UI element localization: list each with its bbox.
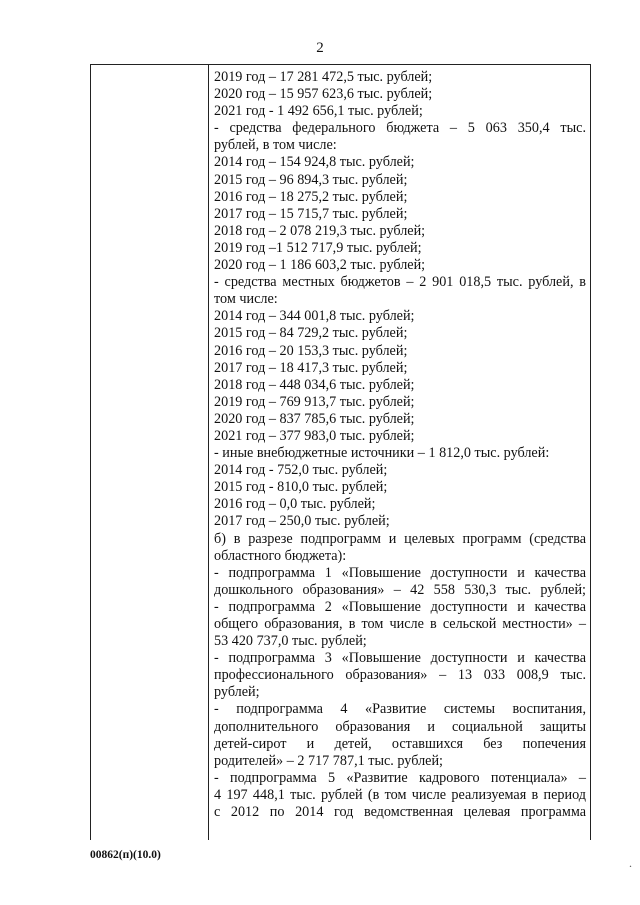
text-line: 2015 год - 810,0 тыс. рублей; <box>214 479 388 496</box>
text-line: - подпрограмма 4 «Развитие системы воспитания, <box>214 701 586 718</box>
page-number: 2 <box>316 40 324 56</box>
text-line: профессионального образования» – 13 033 008,9 тыс. <box>214 667 586 684</box>
text-line: 2016 год – 0,0 тыс. рублей; <box>214 496 376 513</box>
text-line: дополнительного образования и социальной защиты <box>214 718 586 735</box>
text-line: 2018 год – 448 034,6 тыс. рублей; <box>214 376 415 393</box>
table-cell-content <box>214 69 586 821</box>
text-line: детей-сирот и детей, оставшихся без попечения <box>214 735 586 752</box>
text-line: 2020 год – 1 186 603,2 тыс. рублей; <box>214 257 426 274</box>
text-line: с 2012 по 2014 год ведомственная целевая программа <box>214 804 586 821</box>
text-line: 4 197 448,1 тыс. рублей (в том числе реализуемая в период <box>214 786 586 803</box>
text-line: 2014 год – 154 924,8 тыс. рублей; <box>214 154 415 171</box>
text-line: - иные внебюджетные источники – 1 812,0 тыс. рублей: <box>214 445 550 462</box>
text-line: 2021 год - 1 492 656,1 тыс. рублей; <box>214 103 423 120</box>
text-line: 2014 год – 344 001,8 тыс. рублей; <box>214 308 415 325</box>
text-line: рублей; <box>214 684 260 701</box>
table-column-divider <box>208 64 209 840</box>
text-line: - подпрограмма 1 «Повышение доступности и качества <box>214 564 586 581</box>
document-code: 00862(п)(10.0) <box>90 849 161 861</box>
text-line: 2019 год –1 512 717,9 тыс. рублей; <box>214 239 422 256</box>
text-line: 2019 год – 769 913,7 тыс. рублей; <box>214 393 415 410</box>
text-line: областного бюджета): <box>214 547 347 564</box>
text-line: 2017 год – 18 417,3 тыс. рублей; <box>214 359 408 376</box>
text-line: 53 420 737,0 тыс. рублей; <box>214 633 367 650</box>
text-line: общего образования, в том числе в сельской местности» – <box>214 616 586 632</box>
text-line: 2016 год – 20 153,3 тыс. рублей; <box>214 342 408 359</box>
text-line: 2019 год – 17 281 472,5 тыс. рублей; <box>214 69 433 85</box>
text-line: том числе: <box>214 291 278 308</box>
text-line: 2015 год – 84 729,2 тыс. рублей; <box>214 325 408 342</box>
text-line: 2016 год – 18 275,2 тыс. рублей; <box>214 188 408 205</box>
text-line: родителей» – 2 717 787,1 тыс. рублей; <box>214 752 443 769</box>
text-line: - подпрограмма 5 «Развитие кадрового потенциала» – <box>214 769 586 786</box>
text-line: 2017 год – 15 715,7 тыс. рублей; <box>214 205 408 222</box>
text-line: - подпрограмма 3 «Повышение доступности и качества <box>214 650 586 667</box>
text-line: 2020 год – 837 785,6 тыс. рублей; <box>214 410 415 427</box>
text-line: 2020 год – 15 957 623,6 тыс. рублей; <box>214 86 433 103</box>
text-line: дошкольного образования» – 42 558 530,3 тыс. рублей; <box>214 581 586 598</box>
text-line: б) в разрезе подпрограмм и целевых программ (средства <box>214 530 586 547</box>
text-line: - средства федерального бюджета – 5 063 350,4 тыс. <box>214 120 586 137</box>
text-line: 2014 год - 752,0 тыс. рублей; <box>214 462 388 479</box>
text-line: 2018 год – 2 078 219,3 тыс. рублей; <box>214 222 426 239</box>
text-line: 2017 год – 250,0 тыс. рублей; <box>214 513 390 530</box>
text-line: 2021 год – 377 983,0 тыс. рублей; <box>214 427 415 444</box>
text-line: рублей, в том числе: <box>214 137 337 154</box>
scan-mark: . <box>629 856 632 870</box>
text-line: - средства местных бюджетов – 2 901 018,5 тыс. рублей, в <box>214 274 586 291</box>
text-line: - подпрограмма 2 «Повышение доступности и качества <box>214 598 586 615</box>
text-line: 2015 год – 96 894,3 тыс. рублей; <box>214 171 408 188</box>
